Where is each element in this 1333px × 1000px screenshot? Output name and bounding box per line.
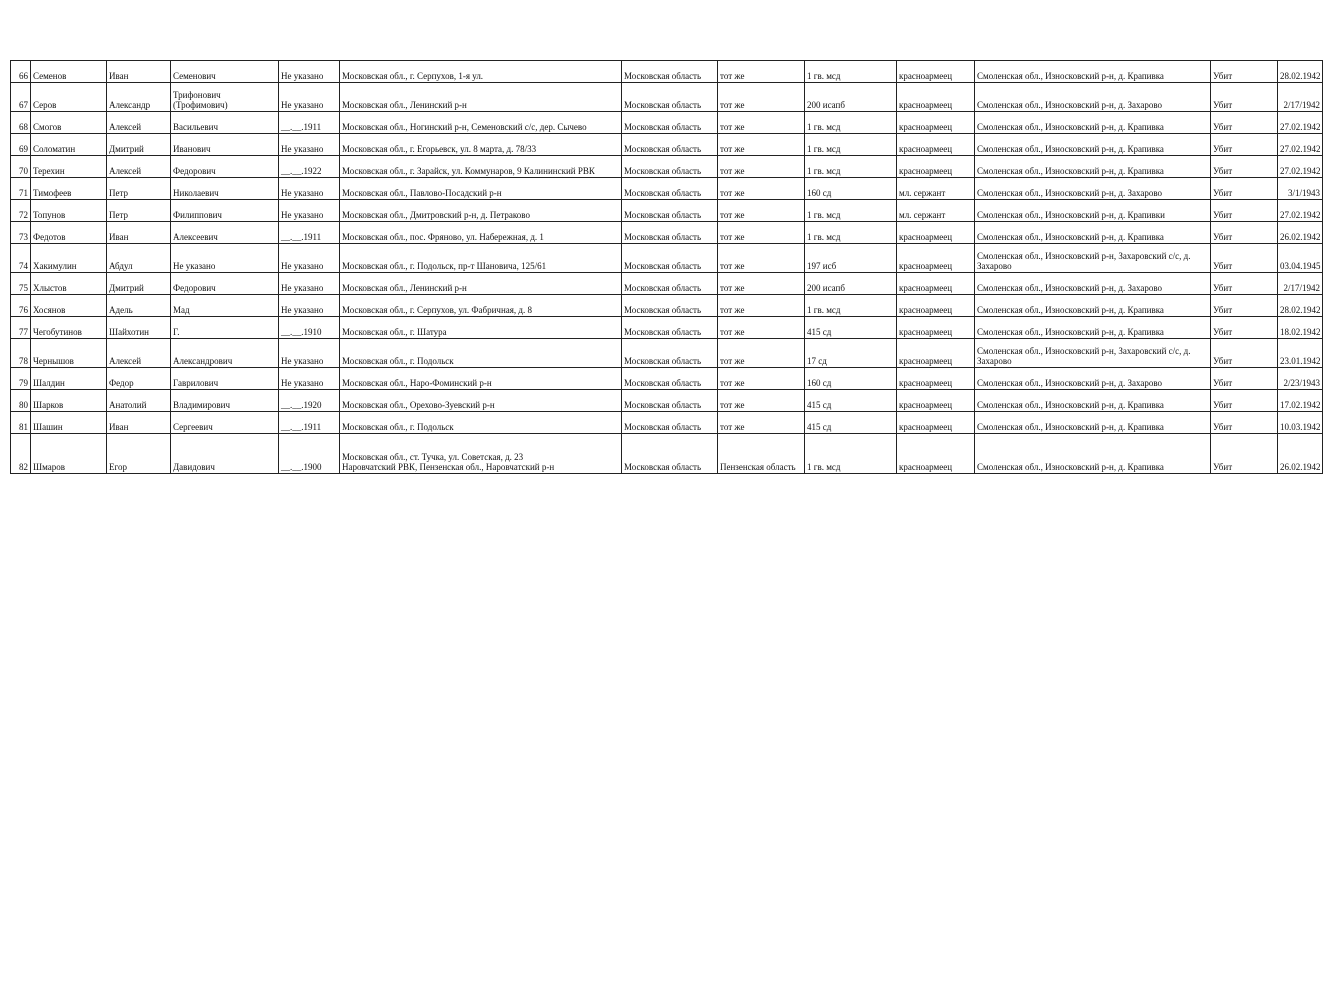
cell-unit: 415 сд (805, 412, 897, 434)
cell-name: Иван (107, 222, 171, 244)
cell-address: Московская обл., г. Подольск, пр-т Шановича, 125/61 (340, 244, 622, 273)
cell-surname: Топунов (31, 200, 107, 222)
cell-region: Московская область (622, 295, 718, 317)
cell-address: Московская обл., г. Подольск (340, 412, 622, 434)
table-row (11, 390, 1323, 412)
cell-region: Московская область (622, 244, 718, 273)
cell-address: Московская обл., г. Подольск (340, 339, 622, 368)
cell-fate: Убит (1211, 434, 1278, 474)
table-row (11, 83, 1323, 112)
cell-birth: __.__.1920 (279, 390, 340, 412)
table-row (11, 295, 1323, 317)
cell-surname: Хлыстов (31, 273, 107, 295)
cell-rvk: тот же (718, 61, 805, 83)
cell-region: Московская область (622, 61, 718, 83)
cell-address: Московская обл., г. Серпухов, 1-я ул. (340, 61, 622, 83)
cell-date: 28.02.1942 (1278, 295, 1323, 317)
cell-patronymic: Трифонович (Трофимович) (171, 83, 279, 112)
cell-birth: Не указано (279, 339, 340, 368)
table-row (11, 156, 1323, 178)
table-row (11, 368, 1323, 390)
cell-surname: Хакимулин (31, 244, 107, 273)
cell-n: 71 (11, 178, 31, 200)
cell-patronymic: Мад (171, 295, 279, 317)
cell-rank: красноармеец (897, 134, 975, 156)
cell-birth: __.__.1911 (279, 222, 340, 244)
cell-surname: Серов (31, 83, 107, 112)
cell-n: 82 (11, 434, 31, 474)
cell-birth: __.__.1911 (279, 412, 340, 434)
cell-region: Московская область (622, 83, 718, 112)
cell-fate: Убит (1211, 412, 1278, 434)
cell-unit: 1 гв. мсд (805, 134, 897, 156)
cell-name: Алексей (107, 112, 171, 134)
cell-rank: красноармеец (897, 244, 975, 273)
cell-patronymic: Алексеевич (171, 222, 279, 244)
cell-region: Московская область (622, 339, 718, 368)
cell-surname: Семенов (31, 61, 107, 83)
cell-patronymic: Александрович (171, 339, 279, 368)
cell-region: Московская область (622, 368, 718, 390)
table-row (11, 222, 1323, 244)
cell-burial: Смоленская обл., Износковский р-н, д. Крапивка (975, 156, 1211, 178)
cell-rank: красноармеец (897, 434, 975, 474)
cell-surname: Соломатин (31, 134, 107, 156)
cell-address: Московская обл., Ногинский р-н, Семеновский с/с, дер. Сычево (340, 112, 622, 134)
cell-n: 78 (11, 339, 31, 368)
cell-n: 70 (11, 156, 31, 178)
cell-birth: Не указано (279, 83, 340, 112)
cell-patronymic: Николаевич (171, 178, 279, 200)
cell-patronymic: Филиппович (171, 200, 279, 222)
cell-fate: Убит (1211, 112, 1278, 134)
cell-date: 23.01.1942 (1278, 339, 1323, 368)
records-table (10, 60, 1323, 474)
cell-rank: мл. сержант (897, 200, 975, 222)
cell-rvk: тот же (718, 178, 805, 200)
table-row (11, 273, 1323, 295)
cell-rank: красноармеец (897, 222, 975, 244)
cell-name: Иван (107, 61, 171, 83)
cell-region: Московская область (622, 222, 718, 244)
cell-unit: 1 гв. мсд (805, 222, 897, 244)
cell-burial: Смоленская обл., Износковский р-н, д. Крапивка (975, 222, 1211, 244)
cell-date: 27.02.1942 (1278, 200, 1323, 222)
cell-address: Московская обл., г. Шатура (340, 317, 622, 339)
cell-address: Московская обл., Ленинский р-н (340, 273, 622, 295)
cell-unit: 160 сд (805, 368, 897, 390)
cell-rank: красноармеец (897, 83, 975, 112)
cell-region: Московская область (622, 200, 718, 222)
cell-name: Анатолий (107, 390, 171, 412)
cell-burial: Смоленская обл., Износковский р-н, Захаровский с/с, д. Захарово (975, 339, 1211, 368)
cell-address: Московская обл., пос. Фряново, ул. Набережная, д. 1 (340, 222, 622, 244)
cell-rvk: тот же (718, 368, 805, 390)
cell-name: Алексей (107, 339, 171, 368)
cell-region: Московская область (622, 390, 718, 412)
cell-burial: Смоленская обл., Износковский р-н, д. Захарово (975, 273, 1211, 295)
cell-date: 28.02.1942 (1278, 61, 1323, 83)
cell-date: 26.02.1942 (1278, 434, 1323, 474)
cell-name: Егор (107, 434, 171, 474)
cell-surname: Федотов (31, 222, 107, 244)
cell-unit: 1 гв. мсд (805, 200, 897, 222)
cell-n: 77 (11, 317, 31, 339)
table-row (11, 412, 1323, 434)
cell-fate: Убит (1211, 178, 1278, 200)
table-row (11, 244, 1323, 273)
cell-surname: Чернышов (31, 339, 107, 368)
cell-rank: красноармеец (897, 112, 975, 134)
cell-fate: Убит (1211, 273, 1278, 295)
cell-rvk: тот же (718, 156, 805, 178)
cell-n: 73 (11, 222, 31, 244)
cell-name: Петр (107, 200, 171, 222)
cell-date: 17.02.1942 (1278, 390, 1323, 412)
cell-region: Московская область (622, 273, 718, 295)
cell-n: 72 (11, 200, 31, 222)
cell-burial: Смоленская обл., Износковский р-н, д. Крапивка (975, 412, 1211, 434)
cell-unit: 415 сд (805, 390, 897, 412)
cell-burial: Смоленская обл., Износковский р-н, д. Захарово (975, 178, 1211, 200)
cell-burial: Смоленская обл., Износковский р-н, д. Крапивка (975, 317, 1211, 339)
address-line-2: Наровчатский РВК, Пензенская обл., Наровчатский р-н (342, 462, 555, 472)
address-line: Московская обл., ст. Тучка, ул. Советская, д. 23 (342, 452, 524, 462)
cell-name: Шайхотин (107, 317, 171, 339)
cell-surname: Шарков (31, 390, 107, 412)
cell-surname: Шалдин (31, 368, 107, 390)
cell-n: 81 (11, 412, 31, 434)
cell-surname: Шашин (31, 412, 107, 434)
cell-region: Московская область (622, 434, 718, 474)
cell-unit: 1 гв. мсд (805, 61, 897, 83)
cell-name: Дмитрий (107, 134, 171, 156)
cell-patronymic: Г. (171, 317, 279, 339)
cell-unit: 160 сд (805, 178, 897, 200)
cell-fate: Убит (1211, 83, 1278, 112)
cell-rvk: тот же (718, 390, 805, 412)
cell-fate: Убит (1211, 156, 1278, 178)
cell-rvk: тот же (718, 317, 805, 339)
cell-fate: Убит (1211, 200, 1278, 222)
cell-rvk: тот же (718, 244, 805, 273)
cell-burial: Смоленская обл., Износковский р-н, д. Крапивка (975, 390, 1211, 412)
cell-fate: Убит (1211, 61, 1278, 83)
cell-rank: красноармеец (897, 61, 975, 83)
cell-birth: __.__.1900 (279, 434, 340, 474)
cell-date: 27.02.1942 (1278, 156, 1323, 178)
cell-date: 27.02.1942 (1278, 134, 1323, 156)
cell-name: Александр (107, 83, 171, 112)
cell-rank: красноармеец (897, 368, 975, 390)
cell-address: Московская обл., г. Зарайск, ул. Коммунаров, 9 Калининский РВК (340, 156, 622, 178)
cell-patronymic: Сергеевич (171, 412, 279, 434)
cell-patronymic: Федорович (171, 156, 279, 178)
cell-surname: Смогов (31, 112, 107, 134)
cell-unit: 1 гв. мсд (805, 112, 897, 134)
cell-fate: Убит (1211, 244, 1278, 273)
cell-rvk: тот же (718, 222, 805, 244)
cell-fate: Убит (1211, 339, 1278, 368)
cell-patronymic: Иванович (171, 134, 279, 156)
cell-rvk: тот же (718, 112, 805, 134)
cell-name: Федор (107, 368, 171, 390)
cell-n: 68 (11, 112, 31, 134)
cell-fate: Убит (1211, 368, 1278, 390)
cell-date: 2/17/1942 (1278, 273, 1323, 295)
cell-region: Московская область (622, 178, 718, 200)
cell-surname: Терехин (31, 156, 107, 178)
cell-fate: Убит (1211, 295, 1278, 317)
cell-n: 67 (11, 83, 31, 112)
cell-rvk: тот же (718, 412, 805, 434)
cell-rvk: тот же (718, 134, 805, 156)
cell-burial: Смоленская обл., Износковский р-н, д. Захарово (975, 83, 1211, 112)
cell-name: Дмитрий (107, 273, 171, 295)
cell-name: Иван (107, 412, 171, 434)
cell-n: 75 (11, 273, 31, 295)
cell-address: Московская обл., Ленинский р-н (340, 83, 622, 112)
table-row (11, 178, 1323, 200)
cell-rvk: Пензенская область (718, 434, 805, 474)
cell-date: 2/17/1942 (1278, 83, 1323, 112)
cell-patronymic: Гаврилович (171, 368, 279, 390)
cell-patronymic: Не указано (171, 244, 279, 273)
cell-surname: Шмаров (31, 434, 107, 474)
cell-region: Московская область (622, 412, 718, 434)
cell-address: Московская обл., г. Егорьевск, ул. 8 марта, д. 78/33 (340, 134, 622, 156)
cell-fate: Убит (1211, 134, 1278, 156)
cell-address: Московская обл., г. Серпухов, ул. Фабричная, д. 8 (340, 295, 622, 317)
cell-patronymic: Семенович (171, 61, 279, 83)
cell-unit: 200 исапб (805, 83, 897, 112)
cell-patronymic: Федорович (171, 273, 279, 295)
cell-address (340, 434, 622, 474)
cell-date: 2/23/1943 (1278, 368, 1323, 390)
cell-rvk: тот же (718, 339, 805, 368)
cell-unit: 1 гв. мсд (805, 434, 897, 474)
cell-patronymic: Васильевич (171, 112, 279, 134)
cell-burial: Смоленская обл., Износковский р-н, Захаровский с/с, д. Захарово (975, 244, 1211, 273)
cell-region: Московская область (622, 156, 718, 178)
cell-birth: Не указано (279, 273, 340, 295)
cell-n: 66 (11, 61, 31, 83)
cell-birth: Не указано (279, 134, 340, 156)
cell-address: Московская обл., Дмитровский р-н, д. Петраково (340, 200, 622, 222)
cell-birth: __.__.1922 (279, 156, 340, 178)
table-row (11, 61, 1323, 83)
cell-rank: красноармеец (897, 295, 975, 317)
cell-date: 18.02.1942 (1278, 317, 1323, 339)
cell-rvk: тот же (718, 295, 805, 317)
cell-address: Московская обл., Павлово-Посадский р-н (340, 178, 622, 200)
table-row (11, 112, 1323, 134)
cell-surname: Тимофеев (31, 178, 107, 200)
cell-birth: Не указано (279, 200, 340, 222)
table-row (11, 434, 1323, 474)
cell-fate: Убит (1211, 317, 1278, 339)
cell-birth: Не указано (279, 295, 340, 317)
cell-region: Московская область (622, 134, 718, 156)
cell-birth: Не указано (279, 368, 340, 390)
table-row (11, 200, 1323, 222)
cell-burial: Смоленская обл., Износковский р-н, д. Захарово (975, 368, 1211, 390)
cell-rank: красноармеец (897, 390, 975, 412)
cell-address: Московская обл., Орехово-Зуевский р-н (340, 390, 622, 412)
table-row (11, 317, 1323, 339)
cell-date: 26.02.1942 (1278, 222, 1323, 244)
cell-burial: Смоленская обл., Износковский р-н, д. Крапивка (975, 434, 1211, 474)
cell-n: 76 (11, 295, 31, 317)
cell-rank: красноармеец (897, 412, 975, 434)
cell-n: 74 (11, 244, 31, 273)
cell-patronymic: Владимирович (171, 390, 279, 412)
cell-n: 80 (11, 390, 31, 412)
cell-burial: Смоленская обл., Износковский р-н, д. Крапивка (975, 61, 1211, 83)
cell-rvk: тот же (718, 200, 805, 222)
cell-n: 79 (11, 368, 31, 390)
cell-burial: Смоленская обл., Износковский р-н, д. Крапивка (975, 112, 1211, 134)
cell-rank: красноармеец (897, 156, 975, 178)
cell-birth: __.__.1911 (279, 112, 340, 134)
cell-n: 69 (11, 134, 31, 156)
cell-unit: 17 сд (805, 339, 897, 368)
cell-unit: 415 сд (805, 317, 897, 339)
cell-birth: Не указано (279, 178, 340, 200)
cell-burial: Смоленская обл., Износковский р-н, д. Крапивки (975, 200, 1211, 222)
cell-name: Абдул (107, 244, 171, 273)
cell-region: Московская область (622, 317, 718, 339)
cell-birth: __.__.1910 (279, 317, 340, 339)
cell-date: 03.04.1945 (1278, 244, 1323, 273)
cell-date: 27.02.1942 (1278, 112, 1323, 134)
cell-rank: красноармеец (897, 339, 975, 368)
cell-unit: 200 исапб (805, 273, 897, 295)
cell-patronymic: Давидович (171, 434, 279, 474)
cell-name: Алексей (107, 156, 171, 178)
cell-rank: мл. сержант (897, 178, 975, 200)
cell-rvk: тот же (718, 83, 805, 112)
cell-surname: Чегобутинов (31, 317, 107, 339)
cell-date: 10.03.1942 (1278, 412, 1323, 434)
cell-unit: 197 исб (805, 244, 897, 273)
cell-burial: Смоленская обл., Износковский р-н, д. Крапивка (975, 134, 1211, 156)
cell-rvk: тот же (718, 273, 805, 295)
cell-unit: 1 гв. мсд (805, 156, 897, 178)
cell-region: Московская область (622, 112, 718, 134)
cell-unit: 1 гв. мсд (805, 295, 897, 317)
cell-fate: Убит (1211, 390, 1278, 412)
cell-surname: Хосянов (31, 295, 107, 317)
cell-burial: Смоленская обл., Износковский р-н, д. Крапивка (975, 295, 1211, 317)
cell-birth: Не указано (279, 244, 340, 273)
cell-rank: красноармеец (897, 273, 975, 295)
cell-name: Адель (107, 295, 171, 317)
cell-name: Петр (107, 178, 171, 200)
cell-date: 3/1/1943 (1278, 178, 1323, 200)
cell-rank: красноармеец (897, 317, 975, 339)
cell-birth: Не указано (279, 61, 340, 83)
cell-address: Московская обл., Наро-Фоминский р-н (340, 368, 622, 390)
table-row (11, 134, 1323, 156)
cell-fate: Убит (1211, 222, 1278, 244)
table-row (11, 339, 1323, 368)
